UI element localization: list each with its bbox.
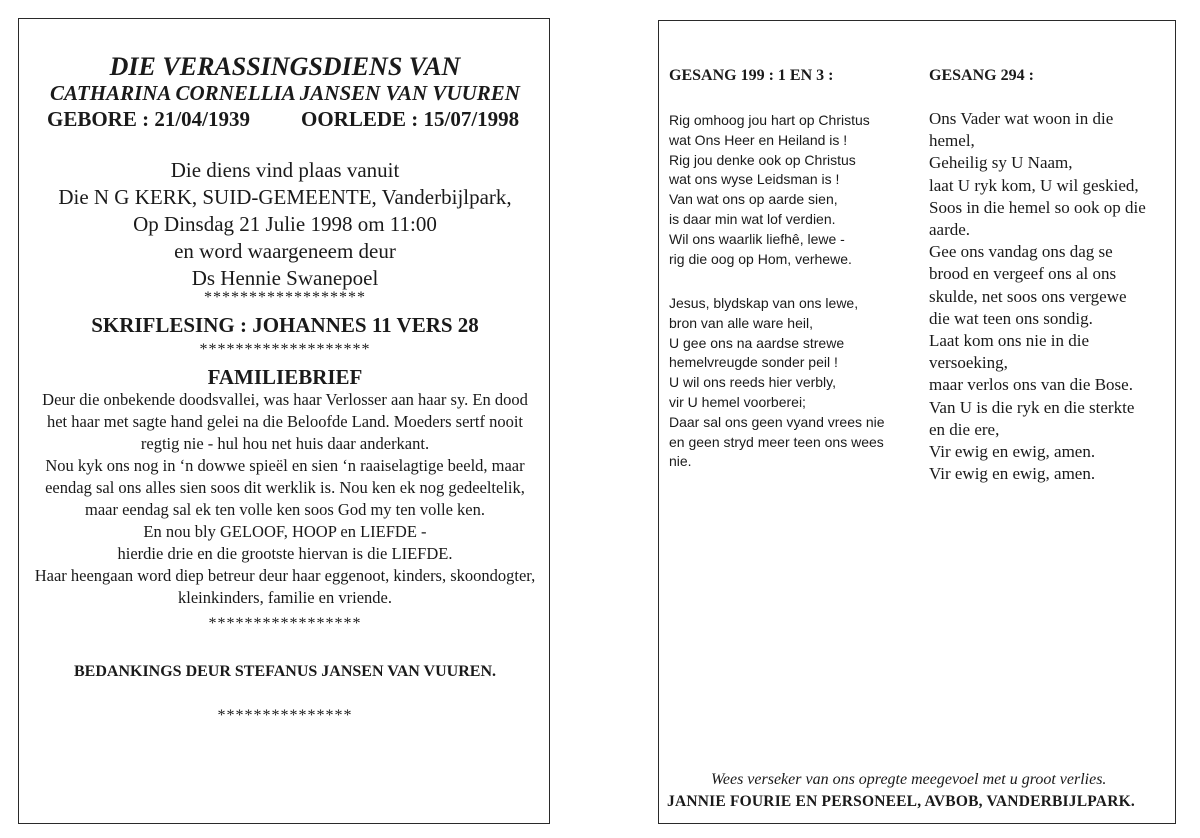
hymn-line: hemelvreugde sonder peil ! <box>669 354 838 371</box>
letter-line: Nou kyk ons nog in ‘n dowwe spieël en sien ‘n raaiselagtige beeld, maar <box>45 456 525 475</box>
hymn-line: U wil ons reeds hier verbly, <box>669 374 837 391</box>
scripture-reading: SKRIFLESING : JOHANNES 11 VERS 28 <box>91 313 479 337</box>
separator-stars: ***************** <box>208 615 362 632</box>
service-line: Ds Hennie Swanepoel <box>191 266 379 290</box>
hymn-line: Laat kom ons nie in die <box>929 331 1090 351</box>
letter-line: Haar heengaan word diep betreur deur haar eggenoot, kinders, skoondogter, <box>34 566 536 585</box>
separator-stars: ******************* <box>199 341 371 358</box>
deceased-name: CATHARINA CORNELLIA JANSEN VAN VUUREN <box>50 81 520 105</box>
letter-line: maar eendag sal ek ten volle ken soos God my ten volle ken. <box>84 500 485 519</box>
hymn-199-verse-1 <box>669 111 870 269</box>
hymn-line: bron van alle ware heil, <box>669 314 813 331</box>
hymn-line: Wil ons waarlik liefhê, lewe - <box>669 230 845 247</box>
letter-line: hierdie drie en die grootste hiervan is die LIEFDE. <box>117 544 453 563</box>
service-title: DIE VERASSINGSDIENS VAN <box>109 52 461 81</box>
letter-line: Deur die onbekende doodsvallei, was haar Verlosser aan haar sy. En dood <box>42 390 528 409</box>
hymn-294-title: GESANG 294 : <box>929 67 1034 84</box>
letter-line: kleinkinders, familie en vriende. <box>178 588 392 607</box>
family-letter <box>19 389 551 609</box>
right-page <box>658 20 1176 824</box>
service-line: Die diens vind plaas vanuit <box>170 158 400 182</box>
hymn-line: Soos in die hemel so ook op die <box>929 197 1146 217</box>
hymn-line: Gee ons vandag ons dag se <box>929 242 1113 262</box>
hymn-line: hemel, <box>929 131 975 151</box>
hymn-line: wat ons wyse Leidsman is ! <box>669 171 840 188</box>
hymn-line: Rig jou denke ook op Christus <box>669 151 856 168</box>
letter-line: En nou bly GELOOF, HOOP en LIEFDE - <box>143 522 427 541</box>
death-date: OORLEDE : 15/07/1998 <box>301 107 520 131</box>
hymn-line: is daar min wat lof verdien. <box>669 210 836 227</box>
hymn-line: laat U ryk kom, U wil geskied, <box>929 175 1139 195</box>
service-line: Op Dinsdag 21 Julie 1998 om 11:00 <box>133 212 437 236</box>
thanks-line: BEDANKINGS DEUR STEFANUS JANSEN VAN VUUREN. <box>73 663 496 680</box>
hymn-line: maar verlos ons van die Bose. <box>929 375 1133 395</box>
left-page <box>18 18 550 824</box>
separator-stars: *************** <box>217 707 353 724</box>
separator-stars: ****************** <box>204 289 366 306</box>
hymn-199-title: GESANG 199 : 1 EN 3 : <box>669 67 834 84</box>
hymn-line: brood en vergeef ons al ons <box>929 264 1117 284</box>
hymn-line: Vir ewig en ewig, amen. <box>929 464 1096 484</box>
hymn-line: Vir ewig en ewig, amen. <box>929 442 1096 462</box>
hymn-line: rig die oog op Hom, verhewe. <box>669 250 852 267</box>
service-line: en word waargeneem deur <box>174 239 396 263</box>
hymn-line: Ons Vader wat woon in die <box>929 109 1114 128</box>
hymn-line: die wat teen ons sondig. <box>929 308 1093 328</box>
hymn-line: versoeking, <box>929 353 1008 373</box>
letter-line: regtig nie - hul hou net huis daar anderkant. <box>140 434 430 453</box>
funeral-home-signature: JANNIE FOURIE EN PERSONEEL, AVBOB, VANDERBIJLPARK. <box>667 793 1135 810</box>
letter-line: eendag sal ons alles sien soos dit werklik is. Nou ken ek nog gedeeltelik, <box>45 478 525 497</box>
hymn-line: aarde. <box>929 220 971 240</box>
hymn-line: Jesus, blydskap van ons lewe, <box>669 295 859 311</box>
hymn-line: wat Ons Heer en Heiland is ! <box>669 131 848 148</box>
hymn-line: nie. <box>669 453 692 470</box>
letter-line: het haar met sagte hand gelei na die Beloofde Land. Moeders sertf nooit <box>46 412 524 431</box>
hymn-199-verse-3 <box>669 294 885 472</box>
hymn-line: en geen stryd meer teen ons wees <box>669 433 884 450</box>
hymn-line: Geheilig sy U Naam, <box>929 153 1073 173</box>
hymn-line: U gee ons na aardse strewe <box>669 334 845 351</box>
hymn-line: skulde, net soos ons vergewe <box>929 286 1127 306</box>
hymn-294-text <box>929 108 1146 485</box>
service-line: Die N G KERK, SUID-GEMEENTE, Vanderbijlpark, <box>58 185 512 209</box>
service-details <box>19 157 551 292</box>
hymn-line: Van wat ons op aarde sien, <box>669 191 838 208</box>
birth-date: GEBORE : 21/04/1939 <box>47 107 251 131</box>
condolence-note: Wees verseker van ons opregte meegevoel met u groot verlies. <box>711 771 1107 788</box>
letter-heading: FAMILIEBRIEF <box>207 365 363 389</box>
hymn-line: vir U hemel voorberei; <box>669 393 806 410</box>
hymn-line: Van U is die ryk en die sterkte <box>929 397 1135 417</box>
hymn-line: en die ere, <box>929 419 1000 439</box>
hymn-line: Daar sal ons geen vyand vrees nie <box>669 413 885 430</box>
hymn-line: Rig omhoog jou hart op Christus <box>669 112 870 128</box>
